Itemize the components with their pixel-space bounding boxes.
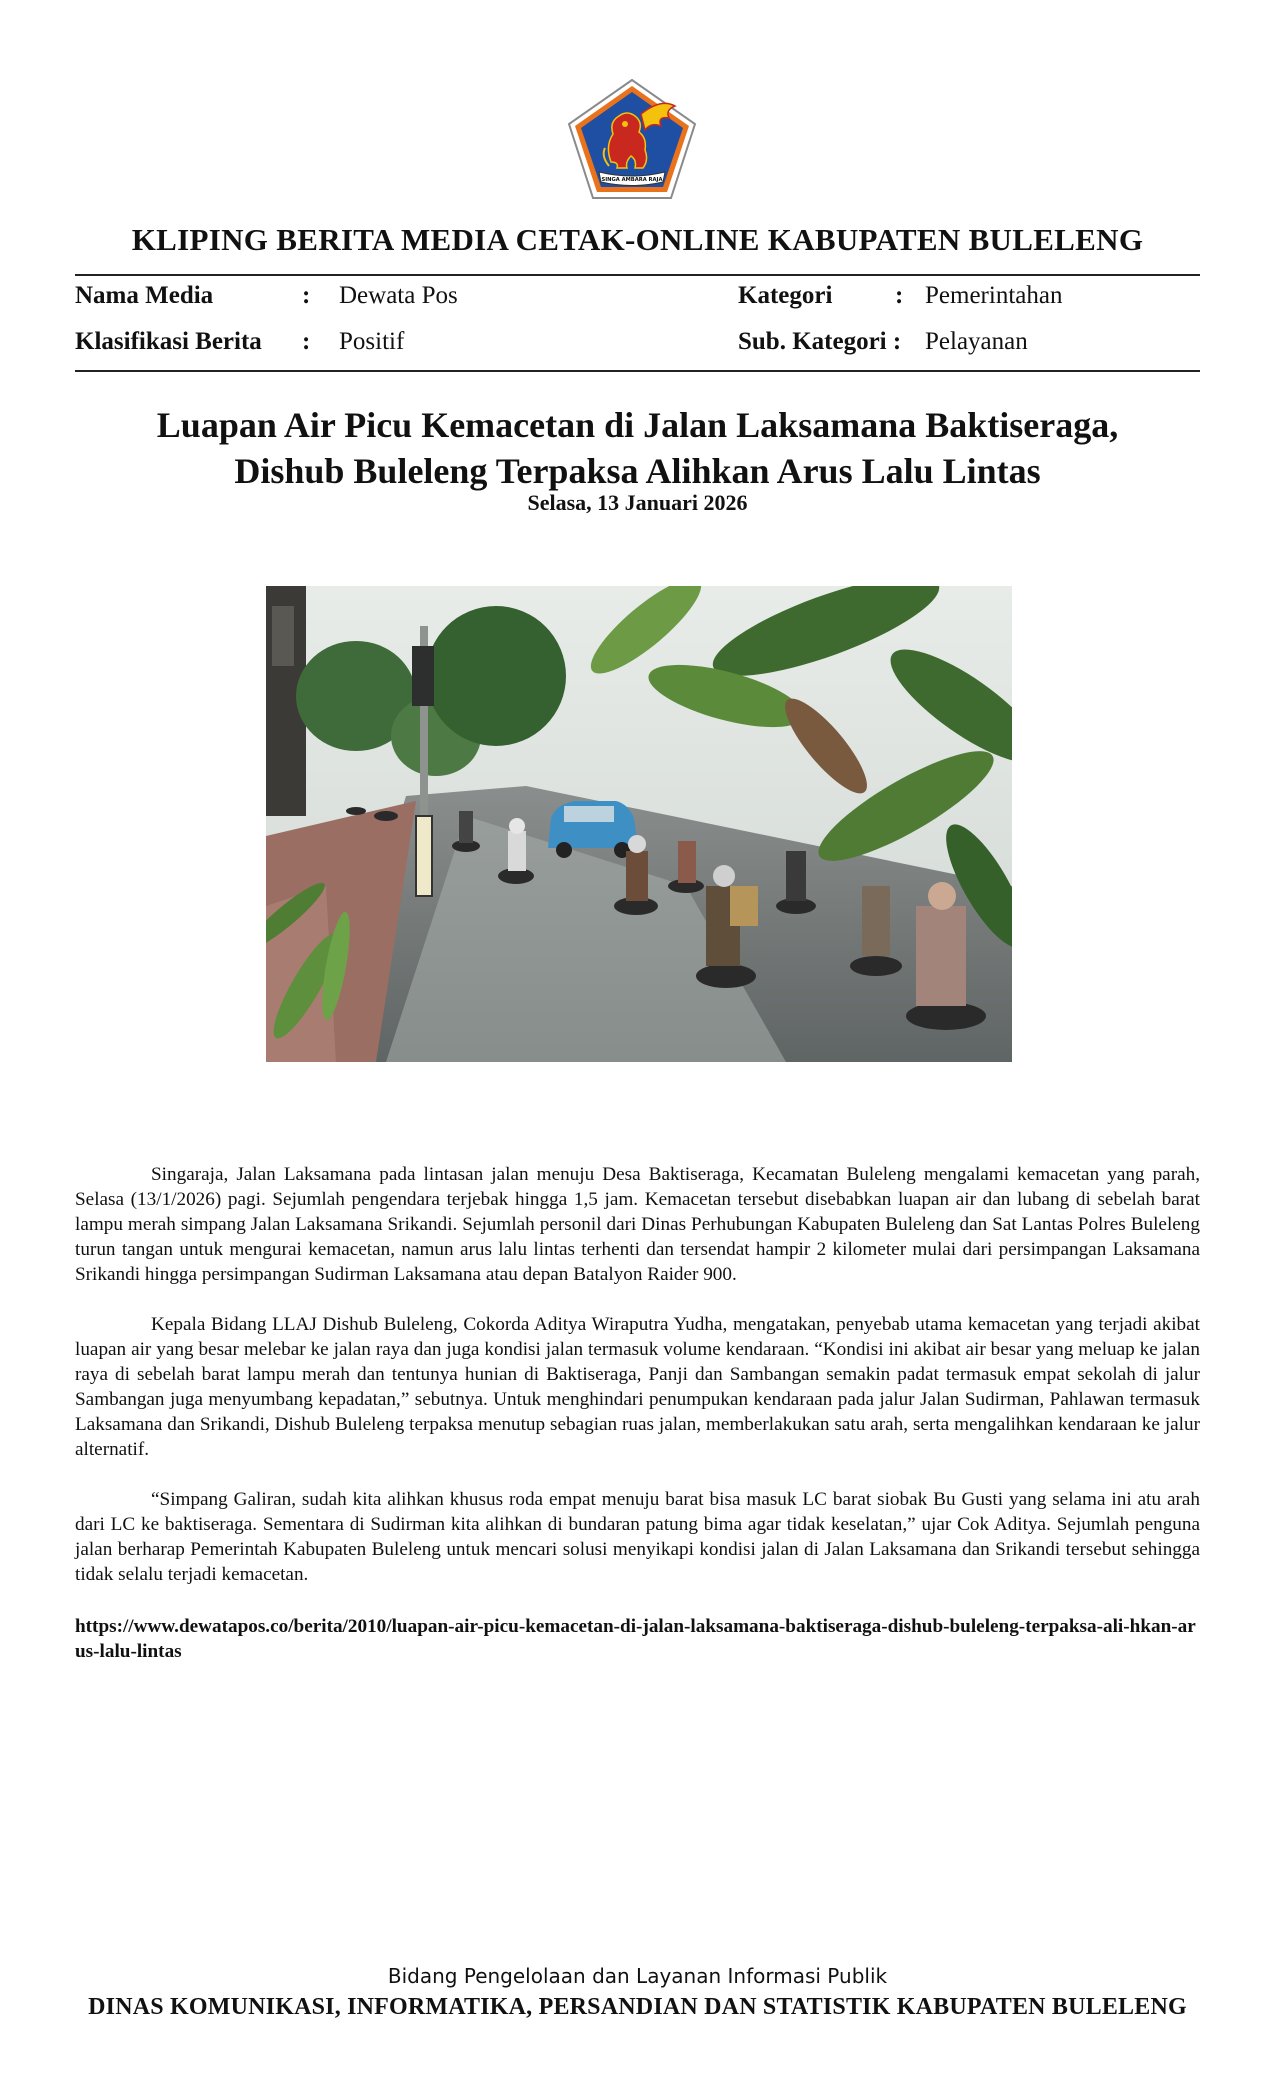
- top-divider: [75, 274, 1200, 276]
- klasifikasi-label: Klasifikasi Berita: [75, 328, 262, 355]
- buleleng-emblem-logo: [565, 76, 699, 202]
- sub-kategori-value: Pelayanan: [925, 328, 1028, 355]
- document-title: KLIPING BERITA MEDIA CETAK-ONLINE KABUPATEN BULELENG: [131, 222, 1144, 257]
- kategori-value: Pemerintahan: [925, 282, 1063, 309]
- article-photo: [266, 586, 1012, 1062]
- article-body: [75, 1162, 1200, 1612]
- sub-kategori-label: Sub. Kategori :: [738, 328, 902, 355]
- source-link[interactable]: https://www.dewatapos.co/berita/2010/luapan-air-picu-kemacetan-di-jalan-laksamana-baktiseraga-dishub-buleleng-terpaksa-ali-hkan-arus-lalu-lintas: [75, 1616, 1196, 1662]
- article-paragraph: “Simpang Galiran, sudah kita alihkan khusus roda empat menuju barat bisa masuk LC barat siobak Bu Gusti yang selama ini atu arah dari LC ke baktiseraga. Sementara di Sudirman kita alihkan di bundaran patung bima agar tidak keselatan,” ujar Cok Aditya. Sejumlah penguna jalan berharap Pemerintah Kabupaten Buleleng untuk mencari solusi menyikapi kondisi jalan di Jalan Laksamana dan Srikandi tersebut sehingga tidak selalu terjadi kemacetan.: [75, 1489, 1200, 1585]
- klasifikasi-value: Positif: [339, 328, 405, 355]
- footer-agency: DINAS KOMUNIKASI, INFORMATIKA, PERSANDIAN DAN STATISTIK KABUPATEN BULELENG: [88, 1994, 1187, 2020]
- kategori-label: Kategori: [738, 282, 833, 309]
- headline-line-1: Luapan Air Picu Kemacetan di Jalan Laksamana Baktiseraga,: [156, 405, 1119, 445]
- logo-motto: SINGA AMBARA RAJA: [601, 177, 663, 183]
- article-headline: [0, 402, 1275, 494]
- meta-row-2: [75, 328, 1200, 364]
- nama-media-value: Dewata Pos: [339, 282, 458, 309]
- article-paragraph: Singaraja, Jalan Laksamana pada lintasan jalan menuju Desa Baktiseraga, Kecamatan Buleleng mengalami kemacetan yang parah, Selasa (13/1/2026) pagi. Sejumlah pengendara terjebak hingga 1,5 jam. Kemacetan tersebut disebabkan luapan air dan lubang di sebelah barat lampu merah simpang Jalan Laksamana Srikandi. Sejumlah personil dari Dinas Perhubungan Kabupaten Buleleng dan Sat Lantas Polres Buleleng turun tangan untuk mengurai kemacetan, namun arus lalu lintas terhenti dan tersendat hampir 2 kilometer mulai dari persimpangan Laksamana Srikandi hingga persimpangan Sudirman Laksamana atau depan Batalyon Raider 900.: [75, 1164, 1200, 1285]
- meta-bottom-divider: [75, 370, 1200, 372]
- nama-media-label: Nama Media: [75, 282, 214, 309]
- footer-division: Bidang Pengelolaan dan Layanan Informasi Publik: [387, 1964, 888, 1988]
- nama-media-colon: :: [302, 282, 311, 309]
- klasifikasi-colon: :: [302, 328, 311, 355]
- article-paragraph: Kepala Bidang LLAJ Dishub Buleleng, Cokorda Aditya Wiraputra Yudha, mengatakan, penyebab utama kemacetan yang terjadi akibat luapan air yang besar melebar ke jalan raya dan juga kondisi jalan termasuk volume kendaraan. “Kondisi ini akibat air besar yang meluap ke jalan raya di sebelah barat lampu merah dan tentunya hunian di Baktiseraga, Panji dan Sambangan semakin padat termasuk empat sekolah di jalur Sambangan juga menyumbang kepadatan,” sebutnya. Untuk menghindari penumpukan kendaraan pada jalur Jalan Sudirman, Pahlawan termasuk Laksamana dan Srikandi, Dishub Buleleng terpaksa menutup sebagian ruas jalan, memberlakukan satu arah, serta mengalihkan kendaraan ke jalur alternatif.: [75, 1314, 1200, 1460]
- article-date: Selasa, 13 Januari 2026: [527, 490, 748, 515]
- meta-row-1: [75, 282, 1200, 318]
- headline-line-2: Dishub Buleleng Terpaksa Alihkan Arus Lalu Lintas: [234, 451, 1041, 491]
- kategori-colon: :: [895, 282, 904, 309]
